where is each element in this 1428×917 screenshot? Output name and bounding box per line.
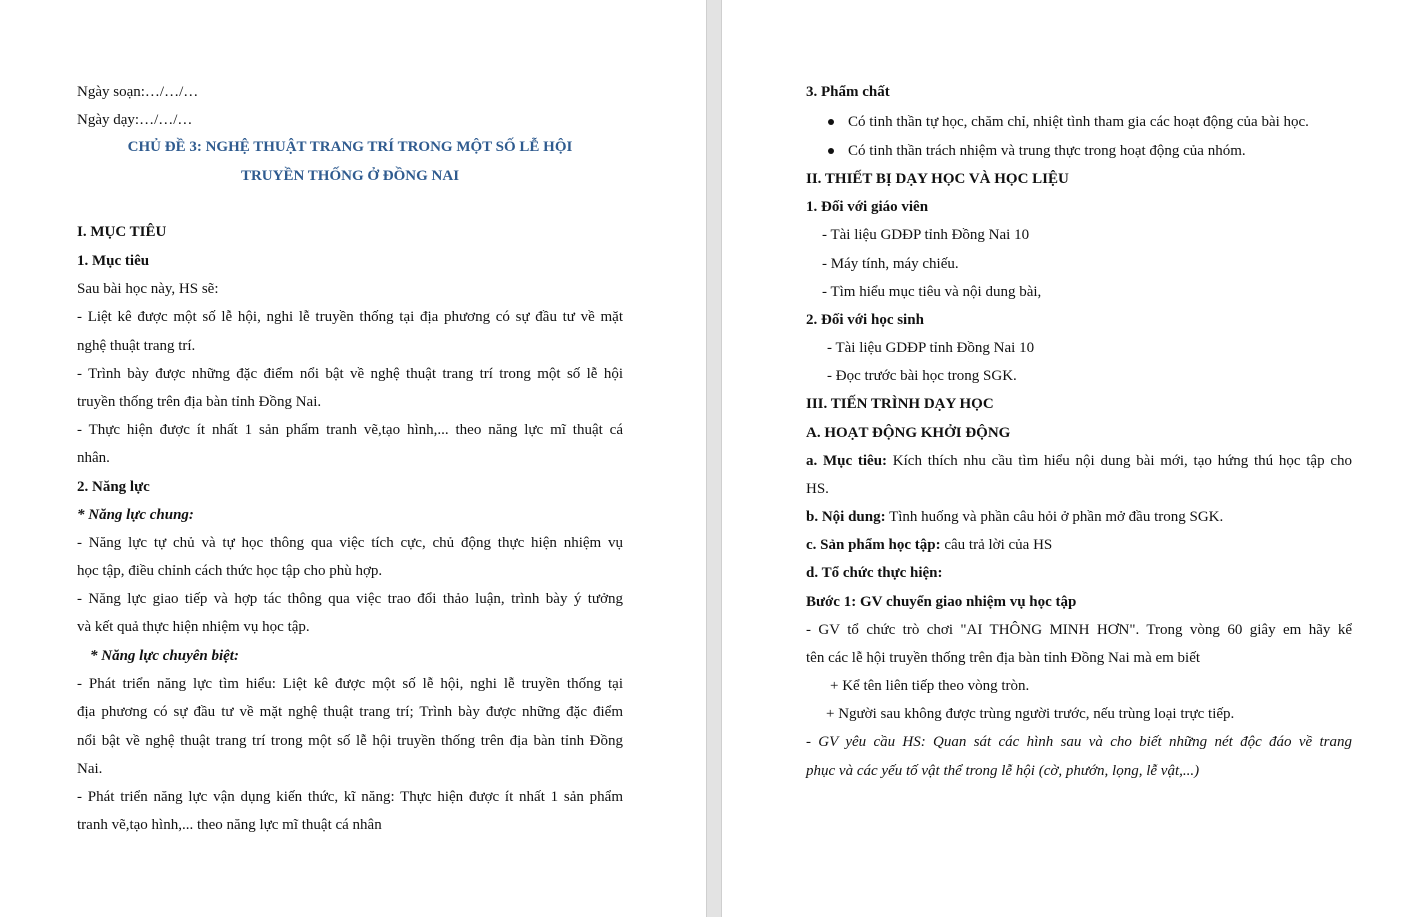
teacher-item-2: - Máy tính, máy chiếu.	[822, 256, 959, 272]
page-gutter	[706, 0, 722, 917]
topic-title-line2: TRUYỀN THỐNG Ở ĐỒNG NAI	[240, 168, 460, 184]
section-c-text: câu trả lời của HS	[940, 537, 1053, 553]
game-line1: - GV tổ chức trò chơi "AI THÔNG MINH HƠN". Trong vòng 60 giây em hãy kể	[806, 622, 1352, 638]
section-a-text: Kích thích nhu cầu tìm hiểu nội dung bài mới, tạo hứng thú học tập cho	[887, 453, 1352, 469]
topic-title-line1: CHỦ ĐỀ 3: NGHỆ THUẬT TRANG TRÍ TRONG MỘT SỐ LỄ HỘI	[127, 139, 573, 155]
quality-1: Có tinh thần tự học, chăm chỉ, nhiệt tình tham gia các hoạt động của bài học.	[848, 114, 1309, 130]
section-a-line1	[806, 451, 1352, 471]
section-a-label: a. Mục tiêu:	[806, 453, 888, 469]
section-b	[806, 507, 1223, 527]
goal-3-line2: nhân.	[77, 450, 110, 466]
date-prep: Ngày soạn:…/…/…	[77, 84, 199, 100]
general-2-line2: và kết quả thực hiện nhiệm vụ học tập.	[77, 619, 310, 635]
quality-2: Có tinh thần trách nhiệm và trung thực trong hoạt động của nhóm.	[848, 143, 1246, 159]
general-2-line1: - Năng lực giao tiếp và hợp tác thông qua việc trao đổi thảo luận, trình bày ý tưởng	[77, 591, 623, 607]
goal-1-line2: nghệ thuật trang trí.	[77, 338, 196, 354]
heading-specific-competence: * Năng lực chuyên biệt:	[90, 648, 239, 664]
general-1-line1: - Năng lực tự chủ và tự học thông qua việc tích cực, chủ động thực hiện nhiệm vụ	[77, 535, 623, 551]
specific-2-line1: - Phát triển năng lực vận dụng kiến thức, kĩ năng: Thực hiện được ít nhất 1 sản phẩm	[77, 789, 623, 805]
step-1-heading: Bước 1: GV chuyển giao nhiệm vụ học tập	[806, 594, 1077, 610]
teacher-item-1: - Tài liệu GDĐP tỉnh Đồng Nai 10	[822, 227, 1030, 243]
left-page	[0, 0, 706, 917]
heading-process: III. TIẾN TRÌNH DẠY HỌC	[806, 396, 994, 412]
bullet-icon	[828, 119, 834, 125]
heading-general-competence: * Năng lực chung:	[77, 507, 194, 523]
section-c-label: c. Sản phẩm học tập:	[806, 537, 941, 553]
heading-student: 2. Đối với học sinh	[806, 312, 924, 328]
specific-1-line2: địa phương có sự đầu tư về mặt nghệ thuật trang trí; Trình bày được những đặc điểm	[77, 704, 623, 720]
section-d-label: d. Tổ chức thực hiện:	[806, 565, 943, 581]
section-b-label: b. Nội dung:	[806, 509, 886, 525]
student-item-2: - Đọc trước bài học trong SGK.	[827, 368, 1017, 384]
goal-3-line1: - Thực hiện được ít nhất 1 sản phẩm tranh vẽ,tạo hình,... theo năng lực mĩ thuật cá	[77, 422, 623, 438]
goal-2-line1: - Trình bày được những đặc điểm nổi bật về nghệ thuật trang trí trong một số lễ hội	[77, 366, 623, 382]
teacher-item-3: - Tìm hiểu mục tiêu và nội dung bài,	[822, 284, 1042, 300]
section-b-text: Tình huống và phần câu hỏi ở phần mở đầu trong SGK.	[885, 509, 1224, 525]
observe-line2: phục và các yếu tố vật thể trong lễ hội (cờ, phướn, lọng, lễ vật,...)	[806, 763, 1200, 779]
specific-1-line1: - Phát triển năng lực tìm hiểu: Liệt kê được một số lễ hội, nghi lễ truyền thống tại	[77, 676, 623, 692]
goal-1-line1: - Liệt kê được một số lễ hội, nghi lễ truyền thống tại địa phương có sự đầu tư về mặt	[77, 309, 623, 325]
heading-quality: 3. Phẩm chất	[806, 84, 890, 100]
specific-2-line2: tranh vẽ,tạo hình,... theo năng lực mĩ thuật cá nhân	[77, 817, 382, 833]
goal-2-line2: truyền thống trên địa bàn tỉnh Đồng Nai.	[77, 394, 322, 410]
heading-objectives: I. MỤC TIÊU	[77, 224, 167, 240]
heading-equipment: II. THIẾT BỊ DẠY HỌC VÀ HỌC LIỆU	[806, 171, 1069, 187]
student-item-1: - Tài liệu GDĐP tỉnh Đồng Nai 10	[827, 340, 1035, 356]
game-line2: tên các lễ hội truyền thống trên địa bàn tỉnh Đồng Nai mà em biết	[806, 650, 1201, 666]
section-a-line2: HS.	[806, 481, 829, 497]
specific-1-line4: Nai.	[77, 761, 103, 777]
bullet-icon	[828, 148, 834, 154]
general-1-line2: học tập, điều chỉnh cách thức học tập cho phù hợp.	[77, 563, 383, 579]
right-page	[722, 0, 1428, 917]
specific-1-line3: nổi bật về nghệ thuật trang trí trong một số lễ hội truyền thống trên địa bàn tỉnh Đồng	[77, 733, 623, 749]
observe-line1: - GV yêu cầu HS: Quan sát các hình sau và cho biết những nét độc đáo về trang	[806, 734, 1352, 750]
goal-intro: Sau bài học này, HS sẽ:	[77, 281, 219, 297]
heading-goal: 1. Mục tiêu	[77, 253, 150, 269]
game-rule-1: + Kể tên liên tiếp theo vòng tròn.	[830, 678, 1030, 694]
section-c	[806, 535, 1052, 555]
game-rule-2: + Người sau không được trùng người trước, nếu trùng loại trực tiếp.	[826, 706, 1235, 722]
heading-competence: 2. Năng lực	[77, 479, 150, 495]
heading-start-activity: A. HOẠT ĐỘNG KHỞI ĐỘNG	[806, 425, 1011, 441]
heading-teacher: 1. Đối với giáo viên	[806, 199, 929, 215]
date-teach: Ngày dạy:…/…/…	[77, 112, 193, 128]
